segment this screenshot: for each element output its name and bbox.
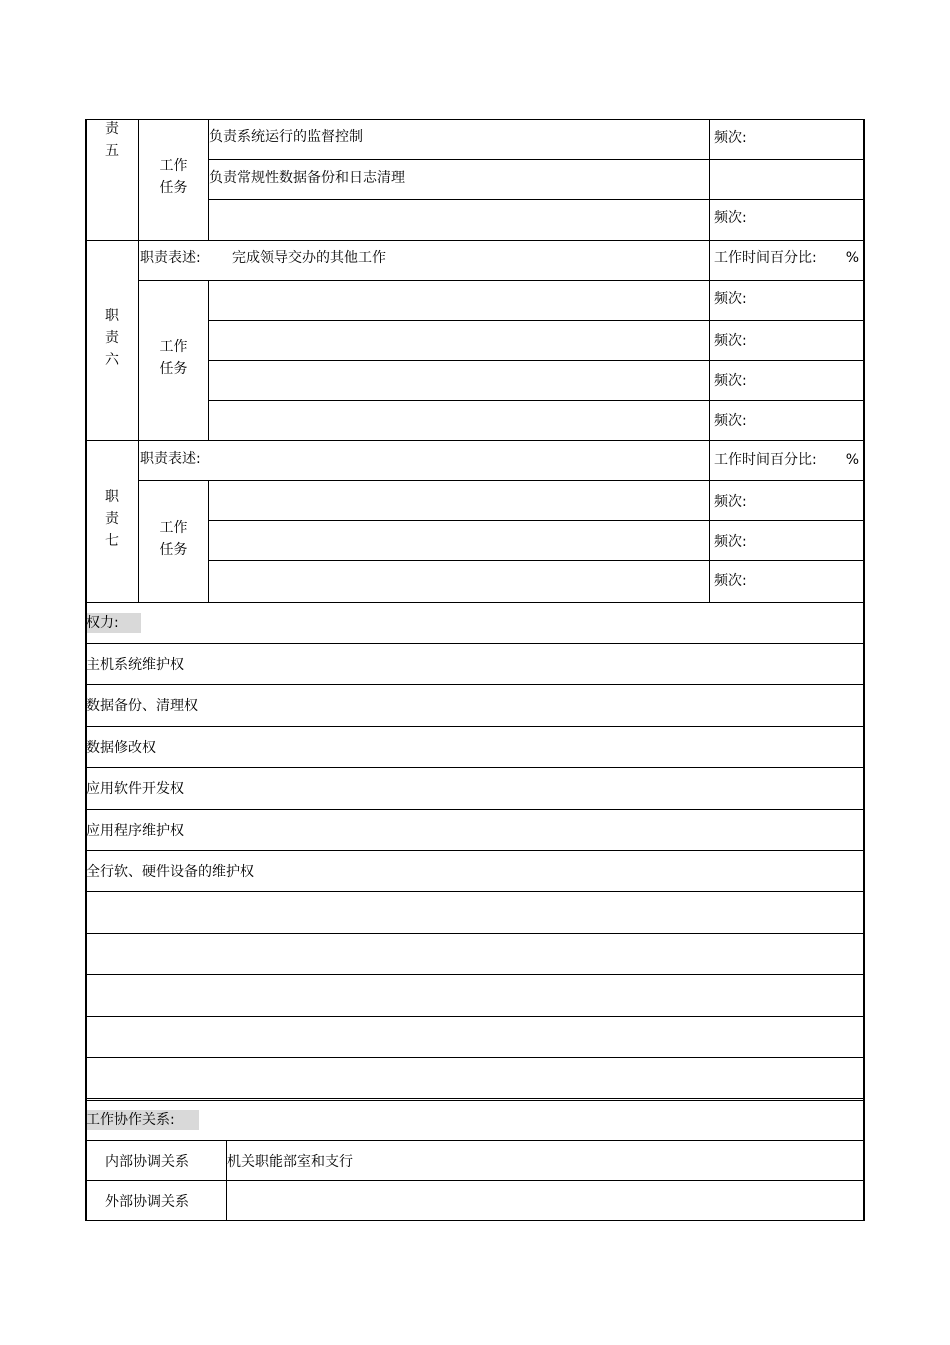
power-item <box>85 974 864 1016</box>
duty7-task-freq: 频次: <box>709 480 864 521</box>
power-item <box>85 726 864 768</box>
duty7-description-row <box>138 440 710 481</box>
duty5-task-text: 负责常规性数据备份和日志清理 <box>209 170 405 186</box>
relation-value-cell <box>226 1180 864 1221</box>
duty5-task-row <box>208 119 710 160</box>
duty5-task-freq <box>709 159 864 200</box>
duty5-task-freq: 频次: <box>709 119 864 160</box>
relations-heading-cell <box>85 1100 864 1141</box>
duty5-tasks-label-cell <box>138 119 209 241</box>
power-item-text: 数据备份、清理权 <box>86 698 198 715</box>
duty7-tasks-label-cell <box>138 480 209 603</box>
duty7-task-freq: 频次: <box>709 560 864 603</box>
duty6-task-freq: 频次: <box>709 280 864 321</box>
powers-heading: 权力: <box>86 613 141 633</box>
duty7-task-row <box>208 480 710 521</box>
power-item <box>85 767 864 809</box>
power-item <box>85 891 864 933</box>
duty6-task-freq: 频次: <box>709 360 864 401</box>
outer-left-border <box>85 119 87 1221</box>
internal-relation-value: 机关职能部室和支行 <box>227 1154 353 1170</box>
duty6-label: 职 责 六 <box>105 308 119 368</box>
duty6-time-percent-cell: 工作时间百分比: % <box>709 240 864 281</box>
duty5-label: 责 五 <box>105 121 119 159</box>
duty7-label-cell <box>85 440 139 603</box>
duty5-task-row <box>208 159 710 200</box>
duty7-desc-label: 职责表述: <box>140 451 201 467</box>
external-relation-label: 外部协调关系 <box>105 1194 189 1210</box>
power-item <box>85 1016 864 1058</box>
power-item <box>85 684 864 726</box>
duty7-task-row <box>208 520 710 561</box>
power-item-text: 应用程序维护权 <box>86 822 184 839</box>
relations-heading: 工作协作关系: <box>86 1110 199 1130</box>
duty5-task-text: 负责系统运行的监督控制 <box>209 129 363 145</box>
duty6-task-row <box>208 320 710 361</box>
power-item-text: 应用软件开发权 <box>86 781 184 798</box>
duty6-task-row <box>208 360 710 401</box>
duty7-task-freq: 频次: <box>709 520 864 561</box>
power-item <box>85 809 864 851</box>
duty5-task-freq: 频次: <box>709 199 864 241</box>
power-item-text: 数据修改权 <box>86 739 156 756</box>
duty6-desc-text: 完成领导交办的其他工作 <box>232 250 386 266</box>
duty6-task-freq: 频次: <box>709 400 864 441</box>
duty7-percent: % <box>845 452 859 468</box>
duty6-tasks-label: 工作 任务 <box>159 339 188 377</box>
duty6-desc-label: 职责表述: <box>140 250 201 266</box>
duty5-label-cell <box>85 119 139 241</box>
internal-relation-label: 内部协调关系 <box>105 1154 189 1170</box>
duty6-label-cell <box>85 240 139 441</box>
power-item-text: 全行软、硬件设备的维护权 <box>86 864 254 880</box>
duty7-time-percent-cell: 工作时间百分比: % <box>709 440 864 481</box>
duty6-task-freq: 频次: <box>709 320 864 361</box>
power-item <box>85 1057 864 1099</box>
duty7-label: 职 责 七 <box>105 489 119 549</box>
power-item-text: 主机系统维护权 <box>86 657 184 673</box>
relation-label-cell <box>85 1140 227 1181</box>
outer-right-border <box>863 119 865 1221</box>
duty6-tasks-label-cell <box>138 280 209 441</box>
power-item <box>85 850 864 892</box>
power-item <box>85 643 864 685</box>
relation-label-cell <box>85 1180 227 1221</box>
relation-value-cell <box>226 1140 864 1181</box>
duty7-task-row <box>208 560 710 603</box>
duty6-task-row <box>208 400 710 441</box>
duty7-tasks-label: 工作 任务 <box>159 520 188 558</box>
duty6-description-row <box>138 240 710 281</box>
duty5-task-row <box>208 199 710 241</box>
duty5-tasks-label: 工作 任务 <box>159 158 188 196</box>
duty6-percent: % <box>845 250 859 266</box>
power-item <box>85 933 864 975</box>
duty6-task-row <box>208 280 710 321</box>
